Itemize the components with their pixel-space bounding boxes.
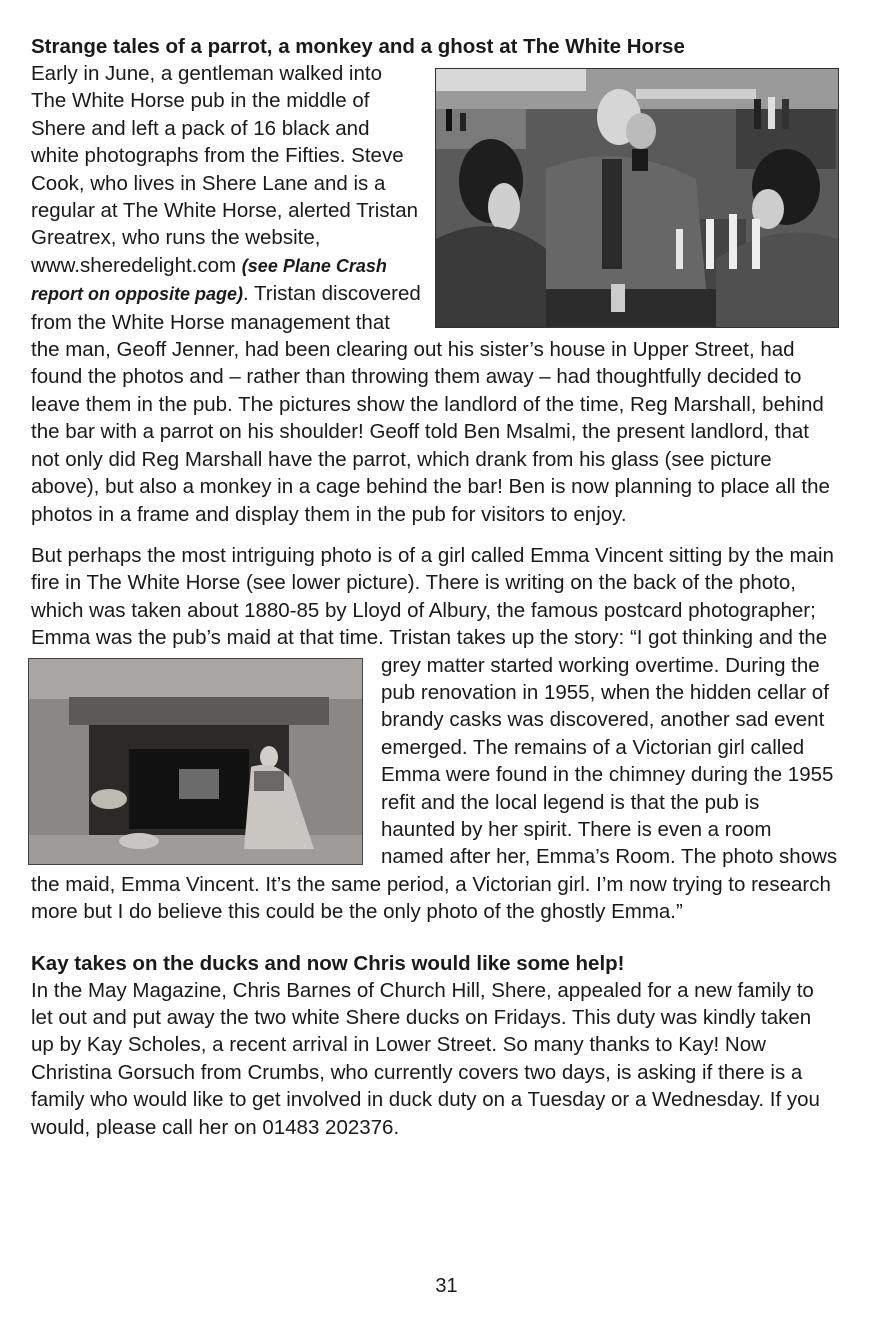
photo-landlord-with-parrot (435, 68, 839, 328)
paragraph-1-end: . Tristan discovered from the White Horse management that the man, Geoff Jenner, had been clearing out his sister’s house in Upper Street, had found the photos and – rather than throwing them away – had thoughtfully decided to leave them in the pub. The pictures show the landlord of the time, Reg Marshall, behind the bar with a parrot on his shoulder! Geoff told Ben Msalmi, the present landlord, that not only did Reg Marshall have the parrot, which drank from his glass (see picture above), but also a monkey in a cage behind the bar! Ben is now planning to place all the photos in a frame and display them in the pub for visitors to enjoy. (31, 282, 830, 526)
magazine-page (31, 33, 839, 1141)
article-headline-ducks: Kay takes on the ducks and now Chris would like some help! (31, 951, 625, 975)
page-number: 31 (435, 1275, 458, 1297)
photo-fireplace-scene (29, 659, 362, 864)
photo-bar-scene (436, 69, 838, 327)
photo-emma-by-fireplace (28, 658, 363, 865)
cross-reference-note: (see Plane Crash report on opposite page) (31, 255, 387, 305)
duck-duty-article (31, 950, 839, 1141)
article-paragraph-2 (31, 542, 839, 926)
paragraph-2-text: But perhaps the most intriguing photo is of a girl called Emma Vincent sitting by the main fire in The White Horse (see lower picture). There is writing on the back of the photo, which was taken about 1880-85 by Lloyd of Albury, the famous postcard photographer; Emma was the pub’s maid at that time. Tristan takes up the story: “I got thinking and the grey matter started working overtime. During the pub renovation in 1955, when the hidden cellar of brandy casks was discovered, another sad event emerged. The remains of a Victorian girl called Emma were found in the chimney during the 1955 refit and the local legend is that the pub is haunted by her spirit. There is even a room named after her, Emma’s Room. The photo shows the maid, Emma Vincent. It’s the same period, a Victorian girl. I’m now trying to research more but I do believe this could be the only photo of the ghostly Emma.” (31, 544, 837, 923)
article-headline-white-horse: Strange tales of a parrot, a monkey and a ghost at The White Horse (31, 35, 685, 58)
paragraph-1-start: Early in June, a gentleman walked into The White Horse pub in the middle of Shere and left a pack of 16 black and white photographs from the Fifties. Steve Cook, who lives in Shere Lane and is a regular at The White Horse, alerted Tristan Greatrex, who runs the website, www.sheredelight.com (31, 62, 419, 277)
duck-duty-body: In the May Magazine, Chris Barnes of Church Hill, Shere, appealed for a new family to let out and put away the two white Shere ducks on Fridays. This duty was kindly taken up by Kay Scholes, a recent arrival in Lower Street. So many thanks to Kay! Now Christina Gorsuch from Crumbs, who currently covers two days, is asking if there is a family who would like to get involved in duck duty on a Tuesday or a Wednesday. If you would, please call her on 01483 202376. (31, 978, 820, 1139)
